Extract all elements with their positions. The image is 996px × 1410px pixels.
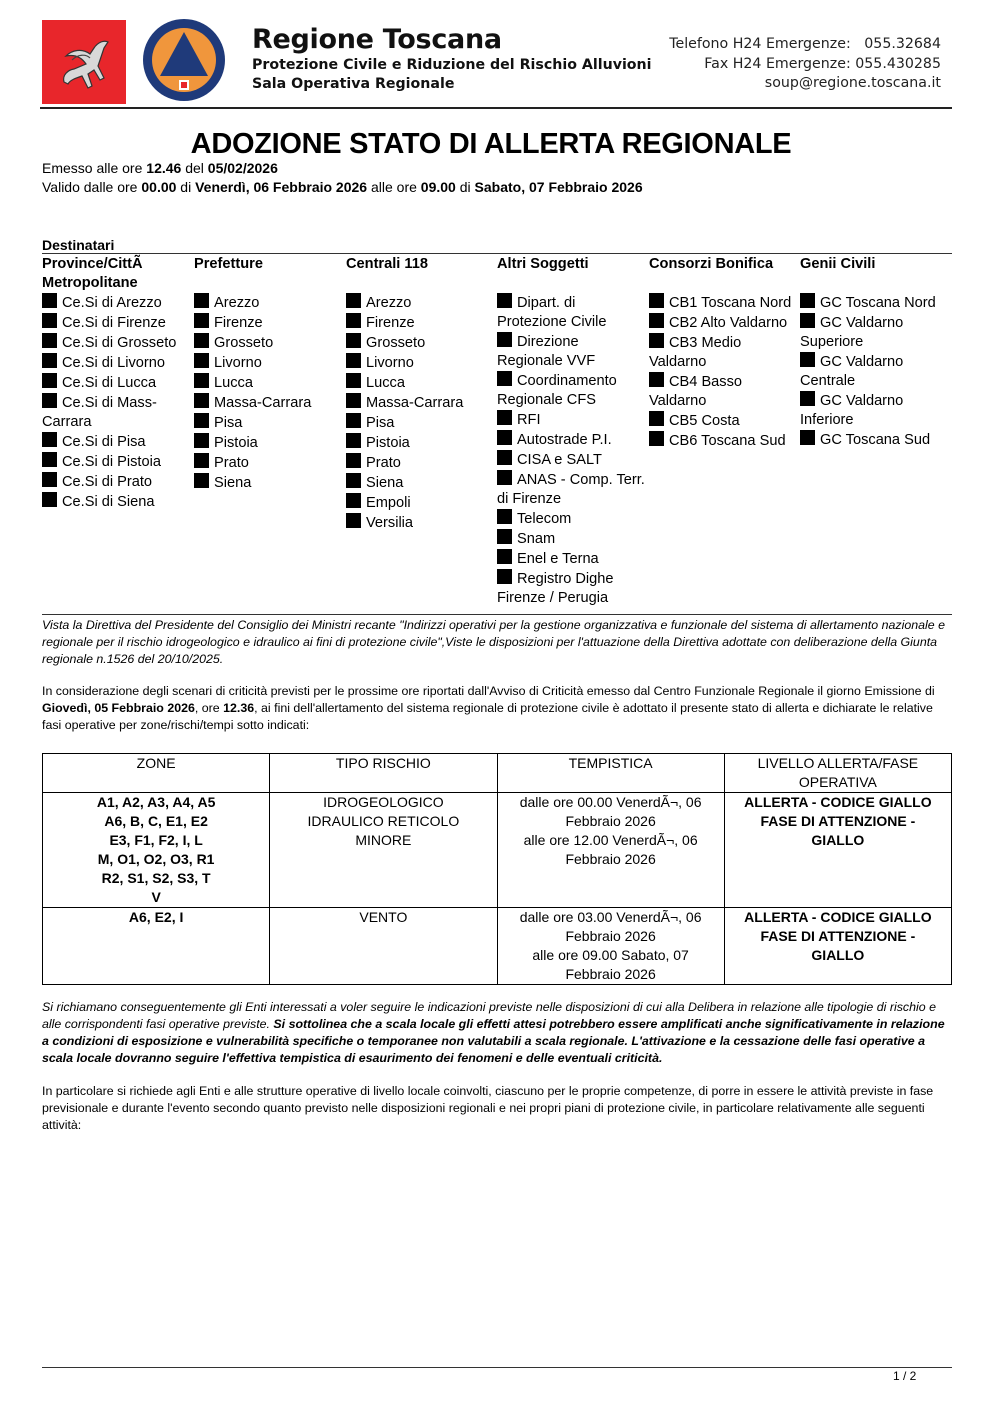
recipient-name: Ce.Si di Livorno (62, 355, 166, 371)
checkbox-checked-icon (497, 470, 512, 485)
checkbox-checked-icon (42, 472, 57, 487)
org-subtitle: Protezione Civile e Riduzione del Rischio Alluvioni (252, 57, 652, 73)
checkbox-checked-icon (497, 410, 512, 425)
checkbox-checked-icon (800, 352, 815, 367)
cell-line: E3, F1, F2, I, L (109, 832, 203, 848)
recipient-item (194, 453, 344, 473)
recipient-item (42, 492, 192, 512)
checkbox-checked-icon (194, 393, 209, 408)
recipient-name: Ce.Si di Pistoia (62, 454, 161, 470)
recipient-name: Prato (366, 455, 401, 471)
recall-paragraph (42, 999, 954, 1067)
checkbox-checked-icon (42, 452, 57, 467)
cell-line: GIALLO (811, 947, 865, 963)
email-link[interactable]: soup@regione.toscana.it (764, 75, 941, 91)
checkbox-checked-icon (194, 293, 209, 308)
checkbox-checked-icon (497, 430, 512, 445)
cell-line: R2, S1, S2, S3, T (101, 870, 211, 886)
cell-line: A6, B, C, E1, E2 (104, 813, 208, 829)
recipient-item (497, 470, 647, 509)
checkbox-checked-icon (649, 293, 664, 308)
recipient-item (346, 413, 496, 433)
recipient-name: Lucca (214, 375, 253, 391)
recipient-item (194, 433, 344, 453)
table-header-row (43, 754, 952, 793)
emission-time: 12.36 (223, 701, 255, 715)
recipient-name: GC Valdarno Inferiore (800, 393, 904, 428)
issued-prefix: Emesso alle ore (42, 160, 147, 176)
recipient-item (42, 353, 192, 373)
checkbox-checked-icon (497, 450, 512, 465)
recipient-column-header: Centrali 118 (346, 256, 428, 272)
recipient-name: Ce.Si di Grosseto (62, 335, 177, 351)
recipient-name: CB6 Toscana Sud (669, 433, 786, 449)
recipient-name: Pistoia (214, 435, 258, 451)
checkbox-checked-icon (194, 373, 209, 388)
cell-line: alle ore 09.00 Sabato, 07 (532, 947, 689, 963)
cell-line: alle ore 12.00 VenerdÃ¬, 06 (523, 832, 698, 848)
recipient-name: Livorno (214, 355, 262, 371)
org-title: Regione Toscana (252, 24, 502, 55)
recipient-name: RFI (517, 412, 541, 428)
recipient-column (497, 255, 647, 608)
recipient-item (497, 293, 647, 332)
checkbox-checked-icon (42, 432, 57, 447)
recipient-name: CB5 Costa (669, 413, 740, 429)
recipient-item (194, 313, 344, 333)
cell-line: A6, E2, I (128, 909, 184, 925)
recipient-item (42, 293, 192, 313)
cell-line: IDRAULICO RETICOLO (307, 813, 460, 829)
checkbox-checked-icon (194, 333, 209, 348)
recipient-name: GC Valdarno Centrale (800, 354, 904, 389)
recipient-item (194, 393, 344, 413)
emission-date: Giovedì, 05 Febbraio 2026 (42, 701, 195, 715)
checkbox-checked-icon (42, 353, 57, 368)
recipient-name: Siena (366, 475, 404, 491)
cell-line: VENTO (359, 909, 408, 925)
recipient-column-header: Altri Soggetti (497, 256, 589, 272)
cell-line: ALLERTA - CODICE GIALLO (744, 794, 932, 810)
recipient-name: Firenze (214, 315, 263, 331)
valid-prefix: Valido dalle ore (42, 179, 142, 195)
section-divider (42, 614, 952, 615)
recipient-item (42, 373, 192, 393)
recipient-name: Ce.Si di Mass-Carrara (42, 395, 157, 430)
org-department: Sala Operativa Regionale (252, 76, 455, 92)
recipient-name: Snam (517, 531, 556, 547)
recipient-item (346, 293, 496, 313)
recipient-item (497, 430, 647, 450)
recipient-name: Grosseto (214, 335, 274, 351)
checkbox-checked-icon (497, 529, 512, 544)
recipient-name: Direzione Regionale VVF (497, 334, 596, 369)
cell-line: Febbraio 2026 (565, 851, 656, 867)
recipient-item (497, 549, 647, 569)
recipient-column (649, 255, 799, 451)
recall-emphasis: Si sottolinea che a scala locale gli effetti attesi potrebbero essere amplificati anche significativamente in relazione a condizioni di esposizione e vulnerabilità specifiche o temporanee non valutabili a scala regionale. L'attivazione e la cessazione delle fasi operative a scala locale dovranno seguire l'effettiva tempistica di esaurimento dei fenomeni e delle eventuali criticità. (42, 1017, 945, 1065)
recipient-column (346, 255, 496, 533)
recipient-column-header: Province/CittÃ Metropolitane (42, 256, 143, 291)
recipient-column (42, 255, 192, 512)
recipient-item (194, 473, 344, 493)
contact-block (669, 35, 941, 94)
recipient-name: Prato (214, 455, 249, 471)
recipient-name: Pisa (214, 415, 243, 431)
checkbox-checked-icon (346, 513, 361, 528)
recipient-name: Pisa (366, 415, 395, 431)
page-number: 1 / 2 (893, 1369, 917, 1383)
checkbox-checked-icon (800, 293, 815, 308)
checkbox-checked-icon (497, 509, 512, 524)
checkbox-checked-icon (800, 430, 815, 445)
checkbox-checked-icon (346, 473, 361, 488)
recipient-item (346, 493, 496, 513)
cell-line: FASE DI ATTENZIONE - (760, 813, 916, 829)
recipient-name: GC Valdarno Superiore (800, 315, 904, 350)
recipient-item (194, 293, 344, 313)
header-risk-type: TIPO RISCHIO (270, 754, 497, 793)
consideration-paragraph (42, 683, 954, 734)
recipient-column-header: Prefetture (194, 256, 263, 272)
recipient-item (346, 373, 496, 393)
recipient-column (800, 255, 950, 450)
phone-number: Telefono H24 Emergenze: 055.32684 (669, 36, 941, 52)
recipient-name: Empoli (366, 495, 411, 511)
protezione-civile-logo (142, 18, 226, 102)
consideration-text-2: , ore (194, 701, 224, 715)
checkbox-checked-icon (497, 332, 512, 347)
recipient-column-header: Consorzi Bonifica (649, 256, 774, 272)
cell-line: MINORE (355, 832, 412, 848)
checkbox-checked-icon (42, 333, 57, 348)
valid-from-date: Venerdì, 06 Febbraio 2026 (195, 179, 368, 195)
issued-date: 05/02/2026 (207, 160, 278, 176)
recipient-name: Ce.Si di Siena (62, 494, 155, 510)
checkbox-checked-icon (346, 453, 361, 468)
recipient-name: Ce.Si di Pisa (62, 434, 146, 450)
recipient-item (194, 413, 344, 433)
recipient-name: Pistoia (366, 435, 410, 451)
checkbox-checked-icon (346, 373, 361, 388)
recipient-name: Firenze (366, 315, 415, 331)
recipient-name: Arezzo (214, 295, 260, 311)
issued-mid: del (181, 160, 208, 176)
cell-line: M, O1, O2, O3, R1 (97, 851, 215, 867)
checkbox-checked-icon (346, 393, 361, 408)
alert-level-cell (724, 908, 951, 985)
checkbox-checked-icon (346, 333, 361, 348)
recipient-item (800, 430, 950, 450)
checkbox-checked-icon (194, 353, 209, 368)
checkbox-checked-icon (346, 433, 361, 448)
cell-line: A1, A2, A3, A4, A5 (96, 794, 216, 810)
recipient-item (346, 473, 496, 493)
recipient-item (346, 513, 496, 533)
recipient-item (42, 313, 192, 333)
recipient-name: Ce.Si di Arezzo (62, 295, 162, 311)
footer-divider (42, 1367, 952, 1368)
recipient-item (194, 353, 344, 373)
recipient-item (497, 569, 647, 608)
cell-line: Febbraio 2026 (565, 813, 656, 829)
directive-paragraph: Vista la Direttiva del Presidente del Consiglio dei Ministri recante "Indirizzi operativi per la gestione organizzativa e funzionale del sistema di allertamento nazionale e regionale per il rischio idrogeologico e idraulico ai fini di protezione civile",Viste le disposizioni per l'attuazione della Direttiva adottate con deliberazione della Giunta regionale n.1526 del 20/10/2025. (42, 618, 945, 666)
cell-line: dalle ore 03.00 VenerdÃ¬, 06 (519, 909, 702, 925)
checkbox-checked-icon (346, 293, 361, 308)
recipient-name: Versilia (366, 515, 414, 531)
recipient-name: ANAS - Comp. Terr. di Firenze (497, 472, 645, 507)
recipient-item (800, 293, 950, 313)
civil-protection-triangle-icon (142, 18, 226, 102)
recipient-item (42, 333, 192, 353)
checkbox-checked-icon (649, 372, 664, 387)
header-alert-level: LIVELLO ALLERTA/FASE OPERATIVA (724, 754, 951, 793)
recipient-name: Registro Dighe Firenze / Perugia (497, 571, 614, 606)
recipient-column (194, 255, 344, 493)
header-timing: TEMPISTICA (497, 754, 724, 793)
checkbox-checked-icon (649, 411, 664, 426)
recipient-name: GC Toscana Nord (820, 295, 936, 311)
checkbox-checked-icon (649, 313, 664, 328)
checkbox-checked-icon (649, 431, 664, 446)
activities-paragraph: In particolare si richiede agli Enti e alle strutture operative di livello locale coinvolti, ciascuno per le proprie competenze, di porre in essere le attività previste in fase previsionale e durante l'evento secondo quanto previsto nelle disposizioni regionali e nei propri piani di protezione civile, in particolare relativamente alle seguenti attività: (42, 1084, 934, 1132)
recipient-item (497, 450, 647, 470)
recipient-name: Lucca (366, 375, 405, 391)
recipient-item (346, 433, 496, 453)
regione-toscana-logo (42, 20, 126, 104)
recipient-item (497, 410, 647, 430)
recipient-name: Ce.Si di Lucca (62, 375, 157, 391)
valid-di1: di (176, 179, 196, 195)
recipient-name: Ce.Si di Prato (62, 474, 153, 490)
table-row (43, 793, 952, 908)
checkbox-checked-icon (42, 492, 57, 507)
valid-to-date: Sabato, 07 Febbraio 2026 (474, 179, 643, 195)
zones-cell (43, 908, 270, 985)
risk-type-cell (270, 908, 497, 985)
cell-line: Febbraio 2026 (565, 966, 656, 982)
valid-from-time: 00.00 (141, 179, 177, 195)
recipients-label: Destinatari (42, 237, 115, 253)
consideration-text-3: , ai fini dell'allertamento del sistema regionale di protezione civile è adottato il presente stato di allerta e dichiarate le relative fasi operative per zone/rischi/tempi sotto indicati: (42, 701, 933, 732)
checkbox-checked-icon (497, 371, 512, 386)
recipient-item (346, 393, 496, 413)
recipient-name: Arezzo (366, 295, 412, 311)
header-zone: ZONE (43, 754, 270, 793)
checkbox-checked-icon (497, 569, 512, 584)
recall-text: Si richiamano conseguentemente gli Enti interessati a voler seguire le indicazioni previste nelle disposizioni di cui alla Delibera in relazione alle tipologie di rischio e alle corrispondenti fasi operative previste. (42, 1000, 936, 1031)
valid-di2: di (455, 179, 475, 195)
recipient-name: Ce.Si di Firenze (62, 315, 166, 331)
recipient-name: Dipart. di Protezione Civile (497, 295, 607, 330)
checkbox-checked-icon (42, 373, 57, 388)
recipient-name: CB1 Toscana Nord (669, 295, 792, 311)
recipient-name: CB2 Alto Valdarno (669, 315, 788, 331)
recipient-name: Siena (214, 475, 252, 491)
recipient-item (346, 453, 496, 473)
recipient-item (497, 332, 647, 371)
recipient-item (800, 352, 950, 391)
recipient-item (42, 432, 192, 452)
recipient-column-header: Genii Civili (800, 256, 876, 272)
alert-table (42, 753, 952, 985)
recipient-item (649, 333, 799, 372)
checkbox-checked-icon (194, 433, 209, 448)
issued-time: 12.46 (146, 160, 182, 176)
checkbox-checked-icon (194, 473, 209, 488)
recipient-name: Telecom (517, 511, 572, 527)
timing-cell (497, 908, 724, 985)
checkbox-checked-icon (346, 313, 361, 328)
checkbox-checked-icon (497, 293, 512, 308)
checkbox-checked-icon (346, 493, 361, 508)
recipient-item (649, 411, 799, 431)
recipient-item (346, 313, 496, 333)
recipient-item (42, 452, 192, 472)
cell-line: ALLERTA - CODICE GIALLO (744, 909, 932, 925)
checkbox-checked-icon (497, 549, 512, 564)
recipient-name: CB4 Basso Valdarno (649, 374, 743, 409)
recipient-item (497, 509, 647, 529)
recipient-name: CB3 Medio Valdarno (649, 335, 742, 370)
pegasus-icon (42, 20, 126, 104)
validity-line (42, 179, 643, 195)
valid-mid: alle ore (367, 179, 421, 195)
recipient-item (346, 353, 496, 373)
cell-line: Febbraio 2026 (565, 928, 656, 944)
recipient-item (649, 372, 799, 411)
checkbox-checked-icon (346, 413, 361, 428)
recipient-item (497, 371, 647, 410)
recipient-item (800, 391, 950, 430)
checkbox-checked-icon (42, 293, 57, 308)
checkbox-checked-icon (194, 413, 209, 428)
recipient-name: CISA e SALT (517, 452, 602, 468)
checkbox-checked-icon (346, 353, 361, 368)
recipient-item (649, 313, 799, 333)
cell-line: IDROGEOLOGICO (323, 794, 444, 810)
recipient-name: Autostrade P.I. (517, 432, 612, 448)
timing-cell (497, 793, 724, 908)
recipient-item (649, 431, 799, 451)
recipient-name: Grosseto (366, 335, 426, 351)
recipient-item (42, 472, 192, 492)
header-divider (40, 107, 952, 109)
cell-line: GIALLO (811, 832, 865, 848)
document-title: ADOZIONE STATO DI ALLERTA REGIONALE (190, 128, 792, 160)
recipient-name: Enel e Terna (517, 551, 599, 567)
recipient-item (194, 373, 344, 393)
valid-to-time: 09.00 (420, 179, 456, 195)
recipient-item (497, 529, 647, 549)
recipients-divider (42, 253, 952, 254)
recipient-item (194, 333, 344, 353)
checkbox-checked-icon (800, 391, 815, 406)
recipient-name: Massa-Carrara (214, 395, 312, 411)
recipient-item (649, 293, 799, 313)
recipient-name: GC Toscana Sud (820, 432, 931, 448)
recipient-name: Massa-Carrara (366, 395, 464, 411)
alert-level-cell (724, 793, 951, 908)
table-row (43, 908, 952, 985)
zones-cell (43, 793, 270, 908)
cell-line: dalle ore 00.00 VenerdÃ¬, 06 (519, 794, 702, 810)
consideration-text-1: In considerazione degli scenari di criticità previsti per le prossime ore riportati dall'Avviso di Criticità emesso dal Centro Funzionale Regionale il giorno Emissione di (42, 684, 935, 698)
recipient-item (346, 333, 496, 353)
recipient-name: Coordinamento Regionale CFS (497, 373, 617, 408)
fax-number: Fax H24 Emergenze: 055.430285 (704, 55, 941, 72)
checkbox-checked-icon (42, 313, 57, 328)
cell-line: FASE DI ATTENZIONE - (760, 928, 916, 944)
checkbox-checked-icon (194, 453, 209, 468)
cell-line: V (151, 889, 161, 905)
recipient-item (800, 313, 950, 352)
recipient-name: Livorno (366, 355, 414, 371)
recipient-item (42, 393, 192, 432)
checkbox-checked-icon (800, 313, 815, 328)
issued-line (42, 160, 278, 176)
checkbox-checked-icon (194, 313, 209, 328)
checkbox-checked-icon (42, 393, 57, 408)
checkbox-checked-icon (649, 333, 664, 348)
risk-type-cell (270, 793, 497, 908)
